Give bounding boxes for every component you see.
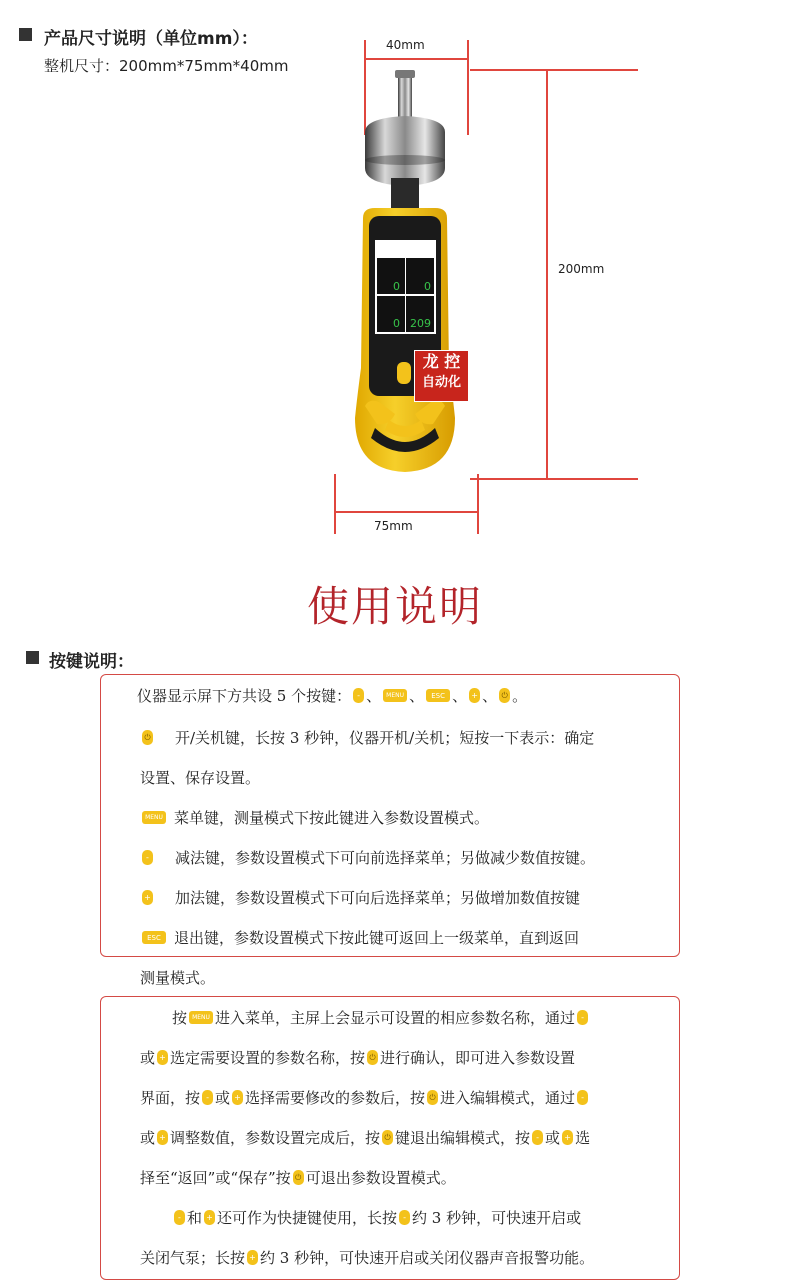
plus-desc-text: 加法键，参数设置模式下可向后选择菜单；另做增加数值按键 <box>175 889 581 907</box>
dim-height-line <box>546 69 548 479</box>
t: 选 <box>575 1129 591 1147</box>
t: 可退出参数设置模式。 <box>305 1169 456 1187</box>
usage-line-3 <box>140 1087 590 1108</box>
usage-line-5 <box>140 1167 456 1188</box>
usage-line-4 <box>140 1127 590 1148</box>
minus-key-icon: - <box>174 1210 185 1225</box>
section-title: 使用说明 <box>306 582 483 631</box>
power-key-icon: ⏻ <box>499 688 510 703</box>
t: 或 <box>140 1049 156 1067</box>
minus-key-icon: - <box>202 1090 213 1105</box>
minus-key-icon: - <box>353 688 364 703</box>
minus-key-icon: - <box>142 850 153 865</box>
power-key-icon: ⏻ <box>427 1090 438 1105</box>
t: 调整数值，参数设置完成后，按 <box>170 1129 381 1147</box>
plus-key-icon: + <box>562 1130 573 1145</box>
keys-intro-text: 仪器显示屏下方共设 5 个按键： <box>137 687 352 705</box>
plus-key-icon: + <box>142 890 153 905</box>
dim-width-top-label: 40mm <box>386 38 425 52</box>
t: 按 <box>172 1009 188 1027</box>
plus-key-icon: + <box>157 1050 168 1065</box>
t: 选择需要修改的参数后，按 <box>245 1089 426 1107</box>
keys-header: 按键说明： <box>49 652 134 672</box>
t: 或 <box>545 1129 561 1147</box>
minus-key-icon: - <box>532 1130 543 1145</box>
sep: 、 <box>366 687 382 705</box>
t: 还可作为快捷键使用，长按 <box>217 1209 398 1227</box>
dim-height-bottom-ext <box>470 478 638 480</box>
t: 择至“返回”或“保存”按 <box>140 1169 291 1187</box>
plus-desc <box>140 887 580 908</box>
power-desc-1 <box>140 727 594 748</box>
brand-stamp <box>414 350 469 402</box>
power-key-icon: ⏻ <box>293 1170 304 1185</box>
minus-desc <box>140 847 595 868</box>
plus-key-icon: + <box>469 688 480 703</box>
minus-key-icon: - <box>399 1210 410 1225</box>
menu-desc <box>140 807 489 828</box>
plus-key-icon: + <box>247 1250 258 1265</box>
keys-intro <box>137 685 527 706</box>
power-key-icon: ⏻ <box>142 730 153 745</box>
dim-height-top-ext <box>470 69 638 71</box>
brand-line-2: 自动化 <box>421 375 461 390</box>
overall-size: 整机尺寸：200mm*75mm*40mm <box>44 57 289 75</box>
t: 和 <box>187 1209 203 1227</box>
power-desc-2: 设置、保存设置。 <box>140 769 261 787</box>
screen-value-2: 0 <box>424 280 431 293</box>
keys-bullet <box>26 651 39 664</box>
menu-desc-text: 菜单键，测量模式下按此键进入参数设置模式。 <box>174 809 490 827</box>
dim-height-label: 200mm <box>558 262 605 276</box>
dim-top-line <box>364 58 468 60</box>
t: 约 3 秒钟，可快速开启或关闭仪器声音报警功能。 <box>260 1249 595 1267</box>
screen-value-1: 0 <box>393 280 400 293</box>
sep: 、 <box>482 687 498 705</box>
menu-key-icon: MENU <box>383 689 407 702</box>
t: 或 <box>140 1129 156 1147</box>
header-bullet <box>19 28 32 41</box>
dim-bottom-right-tick <box>477 474 479 534</box>
plus-key-icon: + <box>157 1130 168 1145</box>
t: 进入编辑模式，通过 <box>440 1089 576 1107</box>
power-key-icon: ⏻ <box>367 1050 378 1065</box>
sep: 、 <box>452 687 468 705</box>
sep: 、 <box>409 687 425 705</box>
usage-line-7 <box>140 1247 594 1268</box>
esc-desc-1 <box>140 927 579 948</box>
minus-desc-text: 减法键，参数设置模式下可向前选择菜单；另做减少数值按键。 <box>175 849 596 867</box>
t: 关闭气泵；长按 <box>140 1249 246 1267</box>
t: 界面，按 <box>140 1089 201 1107</box>
minus-key-icon: - <box>577 1010 588 1025</box>
esc-desc-text: 退出键，参数设置模式下按此键可返回上一级菜单，直到返回 <box>174 929 580 947</box>
usage-line-6 <box>172 1207 581 1228</box>
size-title: 产品尺寸说明（单位mm）： <box>44 29 258 49</box>
brand-line-1: 龙 控 <box>422 352 461 371</box>
esc-desc-2: 测量模式。 <box>140 969 216 987</box>
dim-width-bottom-label: 75mm <box>374 519 413 533</box>
menu-key-icon: MENU <box>142 811 166 824</box>
power-key-icon: ⏻ <box>382 1130 393 1145</box>
t: 进行确认，即可进入参数设置 <box>380 1049 576 1067</box>
menu-key-icon: MENU <box>189 1011 213 1024</box>
t: 进入菜单，主屏上会显示可设置的相应参数名称，通过 <box>215 1009 576 1027</box>
dim-bottom-left-tick <box>334 474 336 534</box>
usage-line-1 <box>172 1007 590 1028</box>
t: 或 <box>215 1089 231 1107</box>
dim-bottom-line <box>334 511 478 513</box>
esc-key-icon: ESC <box>142 931 166 944</box>
screen-value-3: 0 <box>393 317 400 330</box>
minus-key-icon: - <box>577 1090 588 1105</box>
plus-key-icon: + <box>232 1090 243 1105</box>
t: 约 3 秒钟，可快速开启或 <box>412 1209 582 1227</box>
t: 键退出编辑模式，按 <box>395 1129 531 1147</box>
gas-detector-device <box>335 68 475 478</box>
end: 。 <box>512 687 528 705</box>
screen-value-4: 209 <box>410 317 431 330</box>
plus-key-icon: + <box>204 1210 215 1225</box>
usage-line-2 <box>140 1047 575 1068</box>
power-desc-text: 开/关机键，长按 3 秒钟，仪器开机/关机；短按一下表示：确定 <box>175 729 595 747</box>
esc-key-icon: ESC <box>426 689 450 702</box>
t: 选定需要设置的参数名称，按 <box>170 1049 366 1067</box>
